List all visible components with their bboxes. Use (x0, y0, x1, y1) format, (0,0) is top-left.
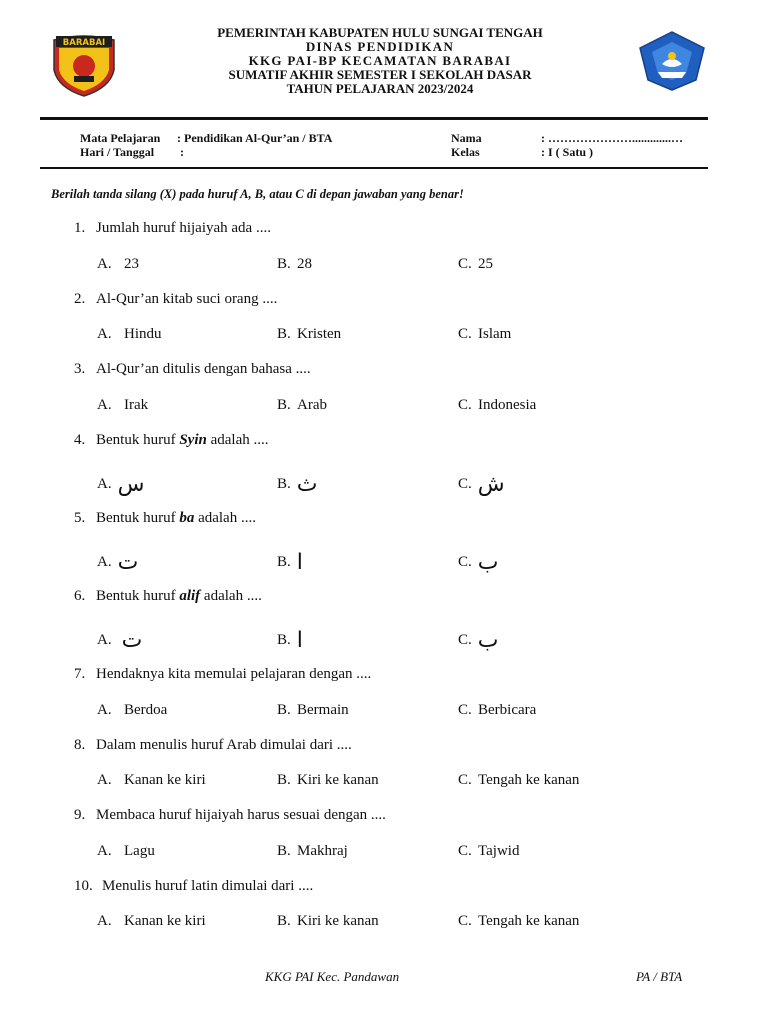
day-value: : (180, 145, 184, 159)
arabic-letter: ب (477, 628, 499, 653)
emphasized-letter: alif (179, 588, 201, 604)
option-1c[interactable]: C. 25 (458, 256, 493, 272)
option-9b[interactable]: B. Makhraj (277, 843, 348, 859)
question-number: 4. (74, 432, 86, 448)
question-number: 3. (74, 361, 86, 377)
arabic-letter: س (117, 472, 145, 497)
option-5a[interactable]: A. ت (97, 550, 139, 575)
arabic-letter: ا (296, 628, 303, 653)
subject-value: : Pendidikan Al-Qur’an / BTA (177, 131, 333, 145)
question-text: Hendaknya kita memulai pelajaran dengan .... (96, 666, 372, 682)
question-number: 10. (74, 878, 93, 894)
question-number: 1. (74, 220, 86, 236)
option-7a[interactable]: A. Berdoa (97, 702, 168, 718)
option-10c[interactable]: C. Tengah ke kanan (458, 913, 580, 929)
question-2 (74, 291, 277, 308)
arabic-letter: ب (477, 550, 499, 575)
option-3b[interactable]: B. Arab (277, 397, 327, 413)
question-number: 7. (74, 666, 86, 682)
option-1b[interactable]: B. 28 (277, 256, 312, 272)
question-5: 5. Bentuk huruf ba adalah .... (74, 510, 256, 526)
subject-label: Mata Pelajaran (80, 131, 161, 145)
question-text: Menulis huruf latin dimulai dari .... (102, 878, 314, 894)
question-number: 5. (74, 510, 86, 526)
question-10 (74, 878, 313, 895)
question-6: 6. Bentuk huruf alif adalah .... (74, 588, 262, 604)
question-7 (74, 666, 371, 683)
instruction: Berilah tanda silang (X) pada huruf A, B, atau C di depan jawaban yang benar! (51, 187, 464, 201)
barabai-emblem-logo (50, 30, 118, 98)
option-5c[interactable]: C. ب (458, 550, 499, 575)
option-10a[interactable]: A. Kanan ke kiri (97, 913, 206, 929)
header-line-5: TAHUN PELAJARAN 2023/2024 (286, 81, 474, 96)
name-label: Nama (451, 131, 482, 145)
option-3c[interactable]: C. Indonesia (458, 397, 537, 413)
option-2b[interactable]: B. Kristen (277, 326, 342, 342)
question-1 (74, 220, 271, 237)
option-2c[interactable]: C. Islam (458, 326, 512, 342)
arabic-letter: ا (296, 550, 303, 575)
question-text: Membaca huruf hijaiyah harus sesuai dengan .... (96, 807, 386, 823)
option-4c[interactable]: C. ش (458, 472, 505, 497)
arabic-letter: ت (121, 628, 143, 653)
option-8b[interactable]: B. Kiri ke kanan (277, 772, 379, 788)
question-text: Jumlah huruf hijaiyah ada .... (96, 220, 271, 236)
option-4b[interactable]: B. ث (277, 472, 318, 497)
option-7c[interactable]: C. Berbicara (458, 702, 537, 718)
header-line-1: PEMERINTAH KABUPATEN HULU SUNGAI TENGAH (217, 25, 543, 40)
header-line-2: DINAS PENDIDIKAN (305, 39, 455, 54)
emphasized-letter: ba (179, 510, 195, 526)
question-number: 2. (74, 291, 86, 307)
option-1a[interactable]: A. 23 (97, 256, 139, 272)
question-4: 4. Bentuk huruf Syin adalah .... (74, 432, 269, 448)
question-number: 9. (74, 807, 86, 823)
option-7b[interactable]: B. Bermain (277, 702, 349, 718)
option-9a[interactable]: A. Lagu (97, 843, 155, 859)
header-line-3: KKG PAI-BP KECAMATAN BARABAI (248, 53, 512, 68)
option-3a[interactable]: A. Irak (97, 397, 149, 413)
header-divider-bottom (40, 167, 708, 169)
svg-text:BARABAI: BARABAI (62, 38, 106, 48)
header-divider-top (40, 117, 708, 120)
footer-left: KKG PAI Kec. Pandawan (265, 969, 400, 984)
question-number: 8. (74, 737, 86, 753)
arabic-letter: ت (117, 550, 139, 575)
document-header (160, 26, 600, 96)
question-number: 6. (74, 588, 86, 604)
name-value: : ………………….............… (541, 131, 683, 145)
arabic-letter: ث (296, 472, 318, 497)
tut-wuri-handayani-logo (636, 30, 708, 92)
option-8a[interactable]: A. Kanan ke kiri (97, 772, 206, 788)
question-8 (74, 737, 352, 754)
footer-right: PA / BTA (636, 969, 683, 984)
class-label: Kelas (451, 145, 480, 159)
option-8c[interactable]: C. Tengah ke kanan (458, 772, 580, 788)
option-6a[interactable]: A. ت (97, 628, 143, 653)
header-line-4: SUMATIF AKHIR SEMESTER I SEKOLAH DASAR (228, 67, 532, 82)
question-text: Al-Qur’an kitab suci orang .... (96, 291, 278, 307)
option-6c[interactable]: C. ب (458, 628, 499, 653)
day-label: Hari / Tanggal (80, 145, 155, 159)
option-4a[interactable]: A. س (97, 472, 145, 497)
option-6b[interactable]: B. ا (277, 628, 303, 653)
question-text: Dalam menulis huruf Arab dimulai dari .... (96, 737, 352, 753)
option-5b[interactable]: B. ا (277, 550, 303, 575)
question-9 (74, 807, 386, 824)
class-value: : I ( Satu ) (541, 145, 594, 159)
question-text: Al-Qur’an ditulis dengan bahasa .... (96, 361, 311, 377)
question-3 (74, 361, 311, 378)
emphasized-letter: Syin (179, 432, 207, 448)
option-2a[interactable]: A. Hindu (97, 326, 162, 342)
option-9c[interactable]: C. Tajwid (458, 843, 520, 859)
option-10b[interactable]: B. Kiri ke kanan (277, 913, 379, 929)
arabic-letter: ش (477, 472, 505, 497)
